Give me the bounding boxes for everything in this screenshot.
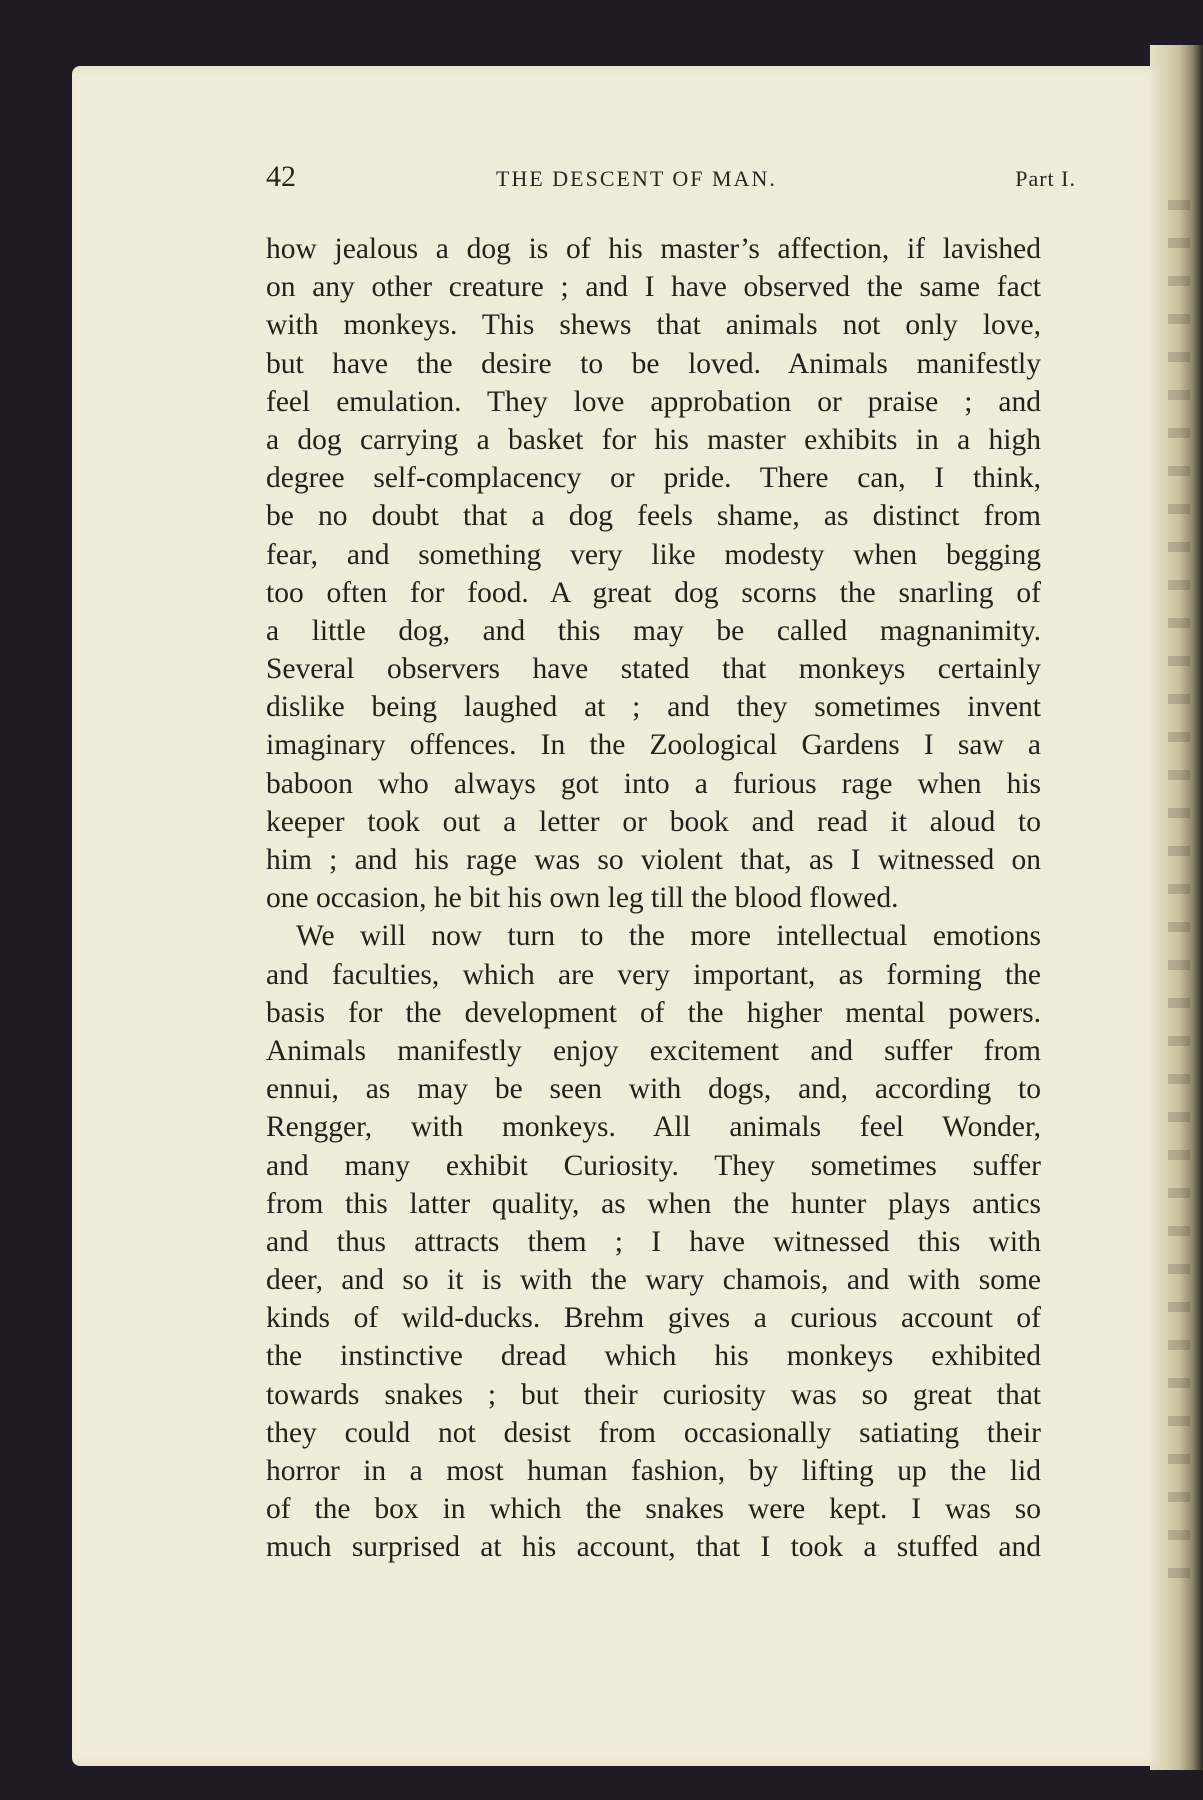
text-line: imaginary offences. In the Zoological Gardens I saw a	[266, 729, 1041, 762]
text-line: of the box in which the snakes were kept. I was so	[266, 1493, 1041, 1526]
text-line: and faculties, which are very important, as forming the	[266, 958, 1041, 991]
text-line: Several observers have stated that monkeys certainly	[266, 653, 1041, 686]
text-line: baboon who always got into a furious rage when his	[266, 767, 1041, 800]
text-line: Animals manifestly enjoy excitement and suffer from	[266, 1034, 1041, 1067]
text-line: and many exhibit Curiosity. They sometimes suffer	[266, 1149, 1041, 1182]
text-line: too often for food. A great dog scorns the snarling of	[266, 576, 1041, 609]
text-line: be no doubt that a dog feels shame, as distinct from	[266, 500, 1041, 533]
text-line: keeper took out a letter or book and read it aloud to	[266, 805, 1041, 838]
text-line: the instinctive dread which his monkeys exhibited	[266, 1340, 1041, 1373]
text-line: kinds of wild-ducks. Brehm gives a curious account of	[266, 1302, 1041, 1335]
text-line: on any other creature ; and I have observed the same fact	[266, 271, 1041, 304]
text-line: deer, and so it is with the wary chamois, and with some	[266, 1264, 1041, 1297]
text-line: horror in a most human fashion, by lifting up the lid	[266, 1455, 1041, 1487]
text-line: they could not desist from occasionally satiating their	[266, 1416, 1041, 1449]
text-line: one occasion, he bit his own leg till the blood flowed.	[266, 882, 899, 915]
text-line: from this latter quality, as when the hunter plays antics	[266, 1187, 1041, 1220]
text-line: basis for the development of the higher mental powers.	[266, 996, 1041, 1029]
text-line: much surprised at his account, that I took a stuffed and	[266, 1531, 1041, 1564]
text-line: and thus attracts them ; I have witnessed this with	[266, 1225, 1041, 1258]
part-label: Part I.	[1015, 166, 1076, 191]
text-line: but have the desire to be loved. Animals manifestly	[266, 347, 1041, 380]
page-header	[266, 160, 1076, 200]
text-line: towards snakes ; but their curiosity was so great that	[266, 1378, 1041, 1411]
text-line: feel emulation. They love approbation or praise ; and	[266, 385, 1041, 418]
body-text	[266, 230, 1041, 1567]
page-edge-marks	[1168, 200, 1190, 1600]
text-line: ennui, as may be seen with dogs, and, according to	[266, 1073, 1041, 1106]
page-number: 42	[266, 160, 296, 193]
text-line: a dog carrying a basket for his master exhibits in a high	[266, 423, 1041, 456]
text-line: fear, and something very like modesty when begging	[266, 538, 1041, 571]
text-line: dislike being laughed at ; and they sometimes invent	[266, 691, 1041, 724]
text-line: degree self-complacency or pride. There can, I think,	[266, 462, 1041, 495]
running-title: THE DESCENT OF MAN.	[496, 166, 777, 191]
text-line: Rengger, with monkeys. All animals feel Wonder,	[266, 1111, 1041, 1144]
text-line: how jealous a dog is of his master’s affection, if lavished	[266, 233, 1041, 265]
text-line: with monkeys. This shews that animals not only love,	[266, 309, 1041, 342]
text-line: We will now turn to the more intellectual emotions	[296, 920, 1041, 953]
text-line: a little dog, and this may be called magnanimity.	[266, 614, 1041, 647]
text-line: him ; and his rage was so violent that, as I witnessed on	[266, 844, 1041, 876]
